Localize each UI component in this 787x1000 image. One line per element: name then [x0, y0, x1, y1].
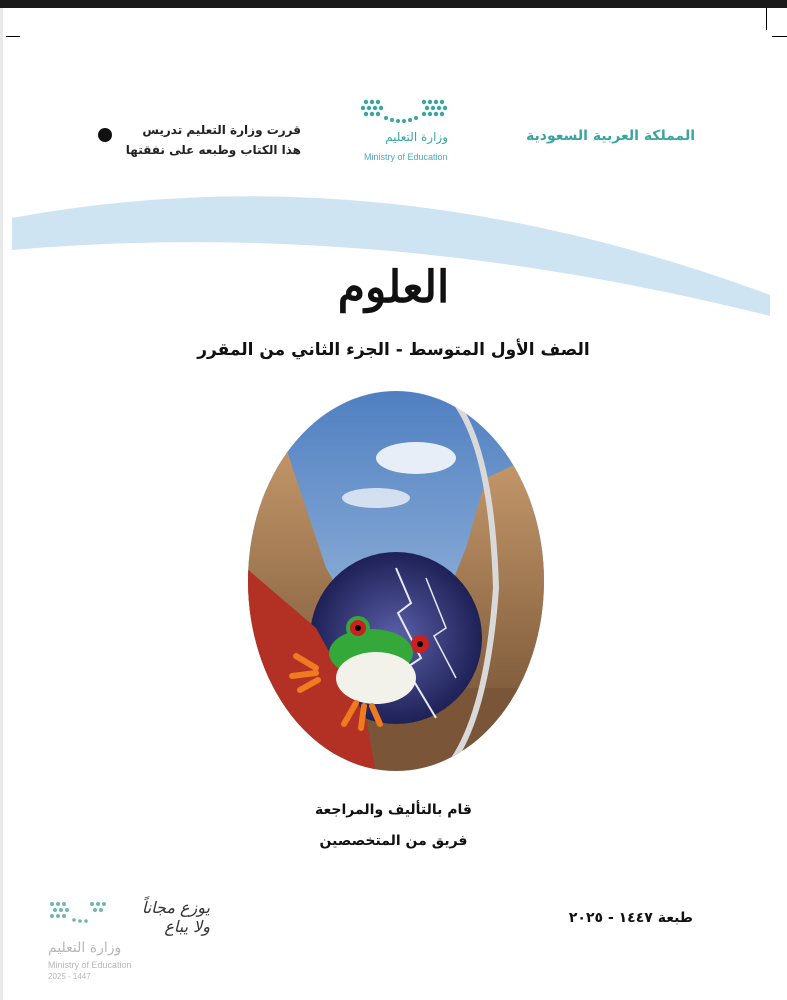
crop-mark: [766, 8, 767, 30]
ministry-logo: [350, 96, 462, 168]
authorship-credit: قام بالتأليف والمراجعة: [315, 802, 472, 818]
decree-line: قررت وزارة التعليم تدريس: [142, 123, 301, 137]
ministry-name-ar: وزارة التعليم: [385, 130, 448, 144]
footer-year: 2025 - 1447: [48, 972, 91, 981]
ministry-dots-icon: [350, 96, 462, 132]
footer-ministry-logo: [40, 898, 210, 990]
footer-ministry-ar: وزارة التعليم: [48, 940, 122, 956]
crop-mark: [772, 36, 787, 37]
page-edge: [0, 8, 3, 1000]
ministry-decree: [126, 120, 301, 160]
country-name: المملكة العربية السعودية: [526, 128, 695, 144]
authorship-team: فريق من المتخصصين: [319, 833, 468, 849]
decree-line: هذا الكتاب وطبعه على نفقتها: [125, 143, 301, 157]
crop-mark: [6, 36, 20, 37]
edition-year: طبعة ١٤٤٧ - ٢٠٢٥: [568, 910, 693, 926]
top-border: [0, 0, 787, 8]
book-title: العلوم: [337, 262, 450, 313]
bullet-icon: [98, 128, 112, 142]
footer-dots-icon: [48, 900, 108, 928]
ministry-name-en: Ministry of Education: [364, 152, 448, 162]
free-distribution-note: يوزع مجاناً ولا يباع: [141, 898, 210, 936]
cover-illustration: [246, 388, 550, 774]
footer-ministry-en: Ministry of Education: [48, 960, 132, 970]
book-subtitle: الصف الأول المتوسط - الجزء الثاني من المقرر: [197, 340, 590, 360]
